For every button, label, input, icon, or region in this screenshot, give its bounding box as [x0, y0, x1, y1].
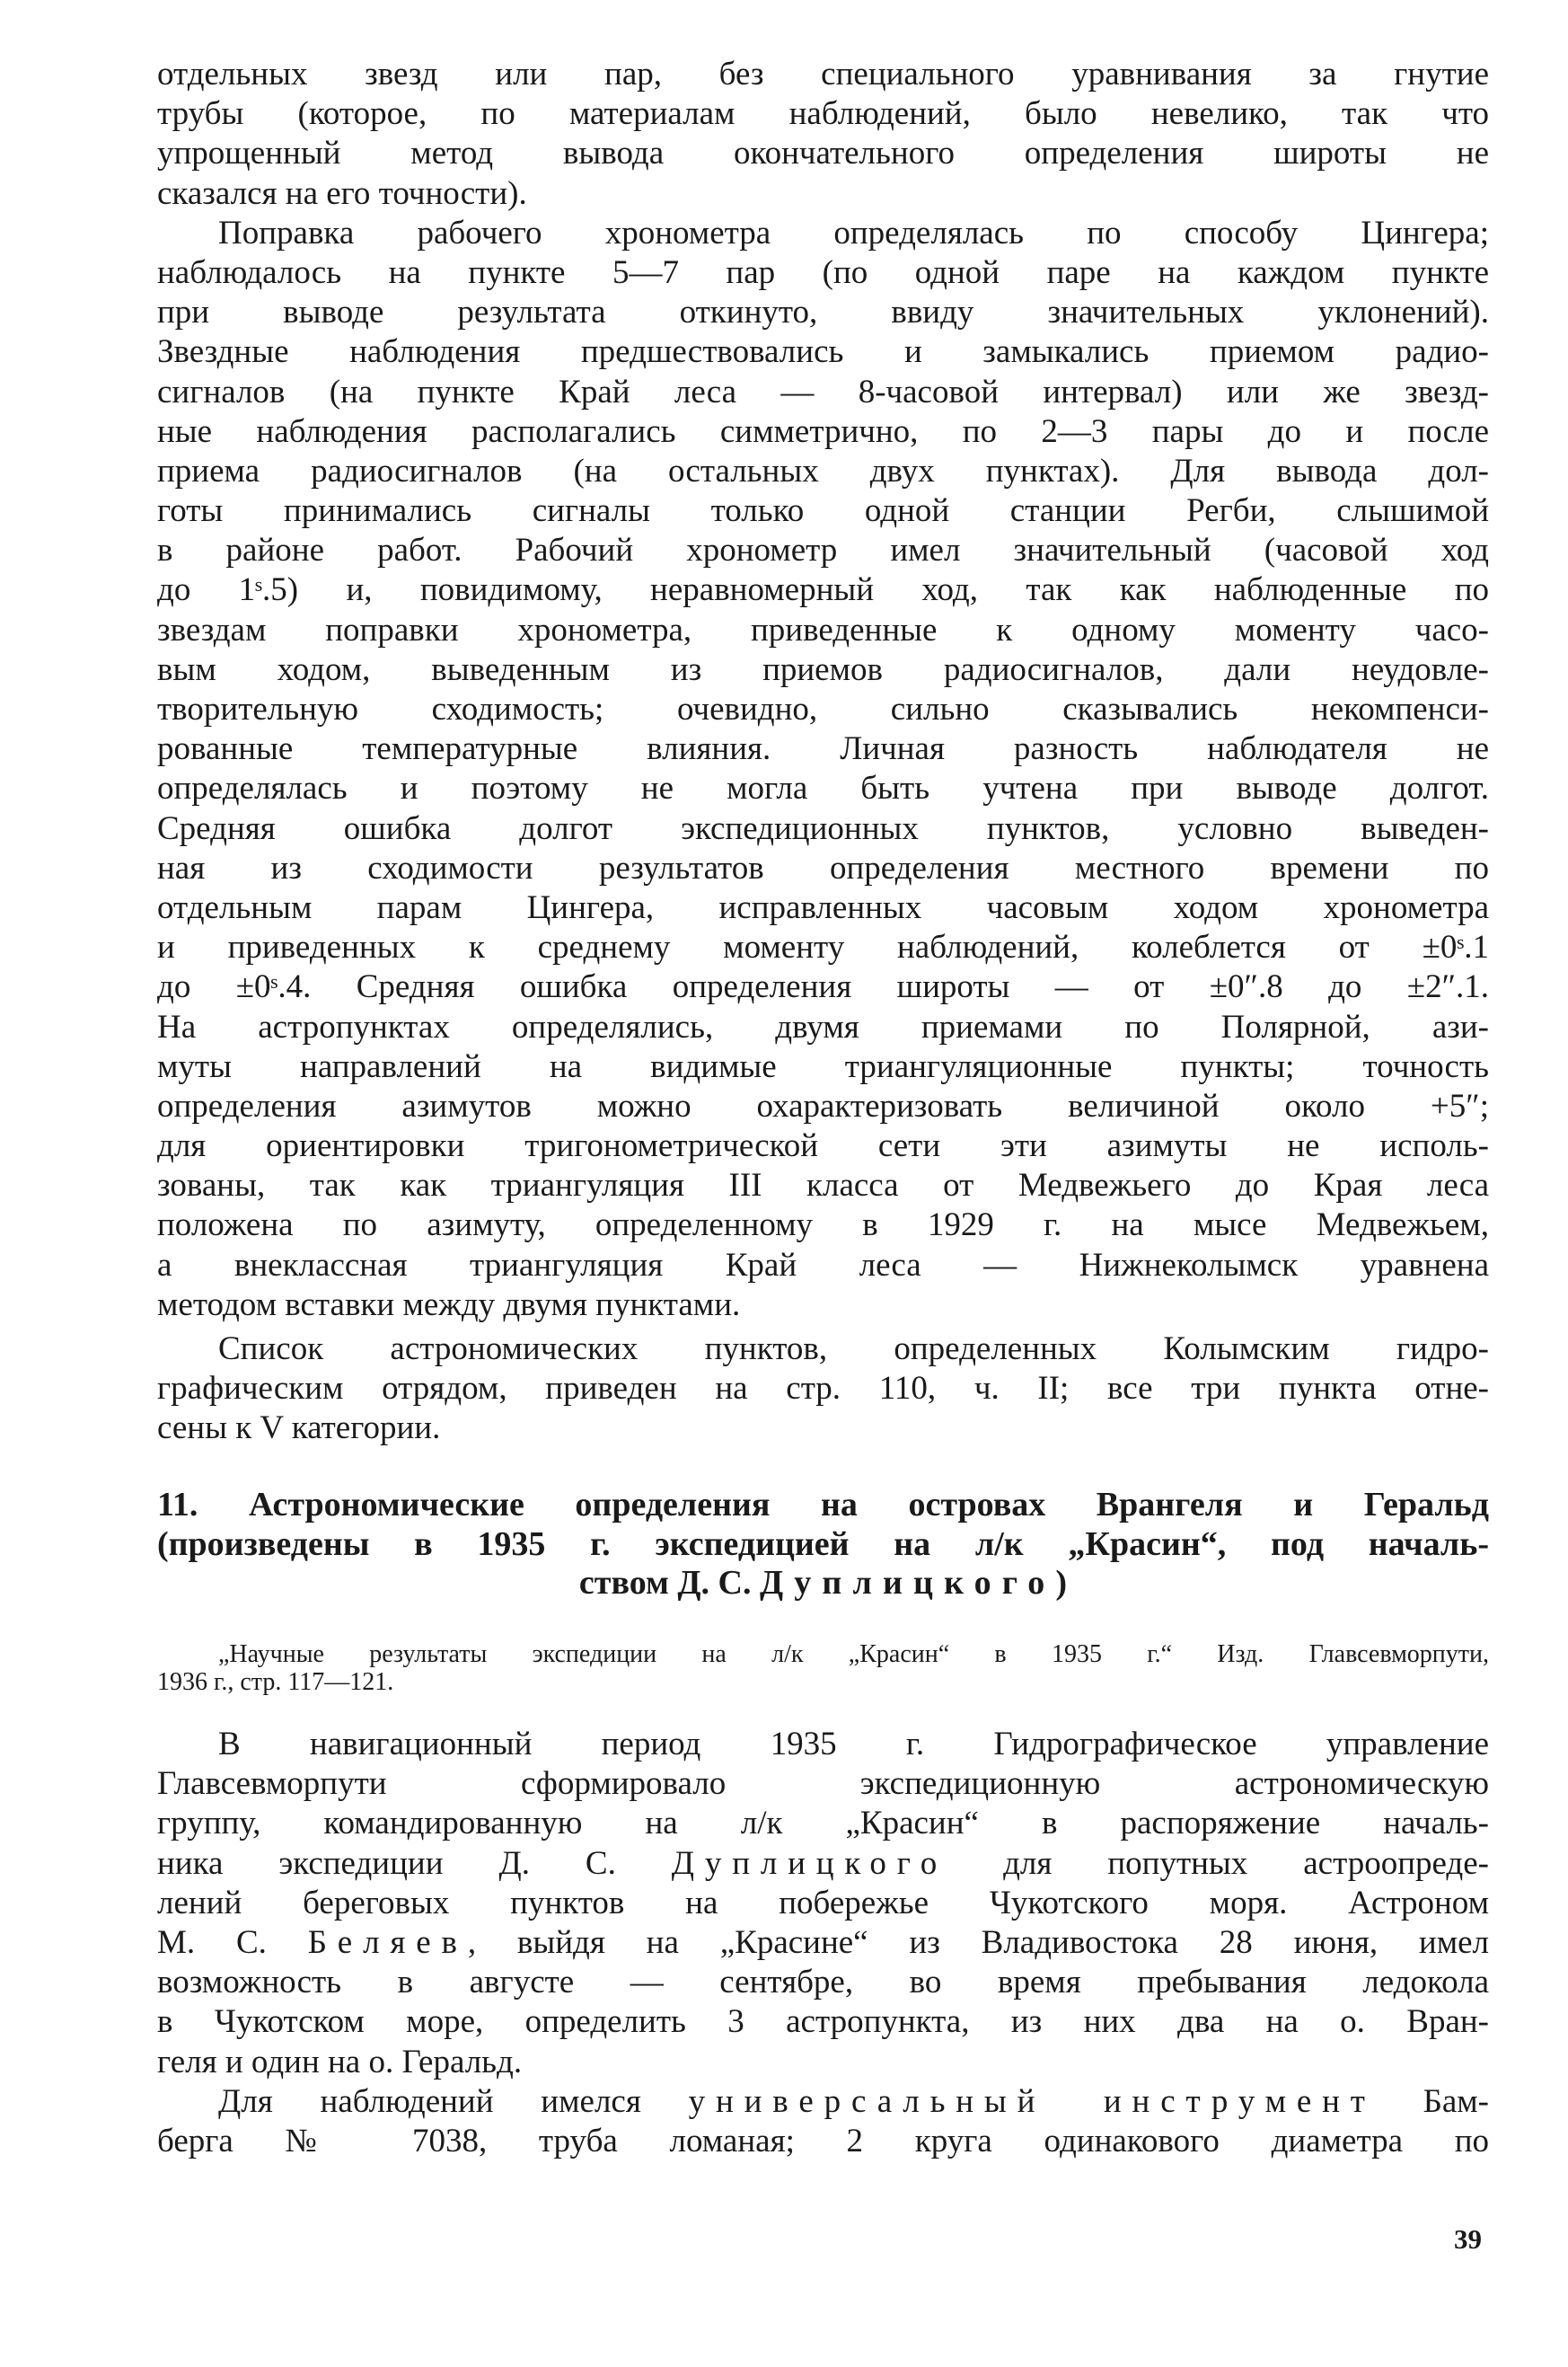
text-segment: ника экспедиции Д. С.: [157, 1844, 672, 1882]
text-line: [157, 690, 1489, 729]
text-line: [157, 1640, 1489, 1668]
text-segment: На астропунктах определялись, двумя приемами по Полярной, ази-: [157, 1008, 1489, 1046]
text-segment: для ориентировки тригонометрической сети эти азимуты не исполь-: [157, 1127, 1489, 1165]
text-line: [157, 1369, 1489, 1409]
text-segment: и приведенных к среднему моменту наблюдений, колеблется от ±0ˢ.1: [157, 929, 1489, 967]
text-line: [157, 1564, 1489, 1603]
text-line: [157, 1409, 1489, 1448]
text-segment: лений береговых пунктов на побережье Чукотского моря. Астроном: [157, 1884, 1489, 1921]
text-line: [157, 809, 1489, 849]
text-segment: ством Д. С.: [578, 1564, 760, 1602]
body-text-paragraph-4: [157, 1725, 1489, 2082]
text-segment: М. С.: [157, 1923, 308, 1961]
text-line: [157, 1725, 1489, 1764]
text-line: [157, 1486, 1489, 1525]
text-segment: отдельных звезд или пар, без специального уравнивания за гнутие: [157, 56, 1489, 93]
text-line: [157, 928, 1489, 967]
text-segment: Главсевморпути сформировало экспедиционную астрономическую: [157, 1765, 1489, 1803]
spaced-emphasis: Беляев: [307, 1923, 468, 1961]
text-segment: Поправка рабочего хронометра определялась по способу Цингера;: [218, 214, 1489, 252]
text-segment: Бам-: [1375, 2083, 1489, 2120]
text-line: [157, 531, 1489, 570]
text-segment: 1936 г., стр. 117—121.: [157, 1668, 394, 1696]
text-line: [157, 293, 1489, 332]
spaced-emphasis: универсальный инструмент: [688, 2083, 1376, 2120]
text-line: [157, 1844, 1489, 1884]
text-line: [157, 332, 1489, 372]
text-line: [157, 2082, 1489, 2122]
text-segment: определялась и поэтому не могла быть учтена при выводе долгот.: [157, 770, 1489, 808]
text-line: [157, 769, 1489, 808]
text-line: [157, 1923, 1489, 1963]
text-segment: до ±0ˢ.4. Средняя ошибка определения широты — от ±0″.8 до ±2″.1.: [157, 968, 1489, 1006]
text-line: [157, 1804, 1489, 1843]
text-line: [157, 1525, 1489, 1565]
text-segment: „Научные результаты экспедиции на л/к „Красин“ в 1935 г.“ Изд. Главсевморпути,: [218, 1640, 1489, 1668]
text-segment: приема радиосигналов (на остальных двух пунктах). Для вывода дол-: [157, 452, 1489, 490]
text-line: [157, 2122, 1489, 2161]
text-segment: зованы, так как триангуляция III класса от Медвежьего до Края леса: [157, 1167, 1489, 1205]
text-segment: Список астрономических пунктов, определенных Колымским гидро-: [218, 1330, 1489, 1367]
section-heading: [157, 1486, 1489, 1603]
text-segment: сказался на его точности).: [157, 174, 527, 212]
spaced-emphasis: Дуплицкого: [671, 1844, 948, 1882]
text-line: [157, 452, 1489, 491]
text-segment: трубы (которое, по материалам наблюдений, было невелико, так что: [157, 95, 1489, 133]
text-segment: муты направлений на видимые триангуляционные пункты; точность: [157, 1047, 1489, 1085]
text-line: [157, 55, 1489, 94]
text-segment: ные наблюдения располагались симметрично, по 2—3 пары до и после: [157, 412, 1489, 450]
text-segment: ): [1055, 1564, 1068, 1602]
text-segment: берга № 7038, труба ломаная; 2 круга одинакового диаметра по: [157, 2123, 1489, 2160]
text-line: [157, 1764, 1489, 1804]
text-segment: сены к V категории.: [157, 1409, 441, 1447]
text-line: [157, 1206, 1489, 1245]
text-line: [157, 1087, 1489, 1126]
text-line: [157, 2043, 1489, 2082]
page-number: 39: [1454, 2223, 1482, 2255]
text-segment: Звездные наблюдения предшествовались и замыкались приемом радио-: [157, 333, 1489, 371]
text-segment: при выводе результата откинуто, ввиду значительных уклонений).: [157, 294, 1489, 331]
text-line: [157, 1963, 1489, 2002]
text-line: [157, 1008, 1489, 1047]
text-segment: положена по азимуту, определенному в 1929 г. на мысе Медвежьем,: [157, 1206, 1489, 1244]
text-line: [157, 2002, 1489, 2042]
source-reference: [157, 1640, 1489, 1696]
text-segment: Для наблюдений имелся: [218, 2083, 689, 2120]
text-segment: 11. Астрономические определения на островах Врангеля и Геральд: [157, 1486, 1489, 1524]
text-segment: геля и один на о. Геральд.: [157, 2043, 523, 2080]
text-segment: отдельным парам Цингера, исправленных часовым ходом хронометра: [157, 888, 1489, 926]
text-line: [157, 1668, 1489, 1696]
text-segment: вым ходом, выведенным из приемов радиосигналов, дали неудовле-: [157, 650, 1489, 688]
spaced-emphasis: Дуплицкого: [759, 1564, 1056, 1602]
text-segment: графическим отрядом, приведен на стр. 110, ч. II; все три пункта отне-: [157, 1370, 1489, 1408]
text-segment: для попутных астроопреде-: [947, 1844, 1489, 1882]
text-segment: творительную сходимость; очевидно, сильно сказывались некомпенси-: [157, 691, 1489, 728]
text-line: [157, 491, 1489, 531]
text-segment: рованные температурные влияния. Личная разность наблюдателя не: [157, 730, 1489, 768]
text-line: [157, 1166, 1489, 1206]
text-line: [157, 1884, 1489, 1923]
text-line: [157, 214, 1489, 253]
text-segment: сигналов (на пункте Край леса — 8-часовой интервал) или же звезд-: [157, 373, 1489, 411]
text-line: [157, 570, 1489, 610]
text-line: [157, 174, 1489, 214]
text-line: [157, 888, 1489, 928]
text-line: [157, 849, 1489, 888]
text-line: [157, 412, 1489, 452]
body-text-paragraph-5: [157, 2082, 1489, 2161]
text-segment: группу, командированную на л/к „Красин“ в распоряжение началь-: [157, 1805, 1489, 1842]
text-line: [157, 650, 1489, 690]
text-segment: а внеклассная триангуляция Край леса — Нижнеколымск уравнена: [157, 1246, 1489, 1284]
text-segment: возможность в августе — сентябре, во время пребывания ледокола: [157, 1964, 1489, 2001]
text-line: [157, 94, 1489, 134]
text-line: [157, 967, 1489, 1007]
text-line: [157, 1285, 1489, 1325]
body-text-paragraph-3: [157, 1329, 1489, 1449]
text-segment: ная из сходимости результатов определения местного времени по: [157, 849, 1489, 887]
text-segment: в районе работ. Рабочий хронометр имел значительный (часовой ход: [157, 532, 1489, 570]
text-line: [157, 253, 1489, 293]
text-line: [157, 134, 1489, 173]
text-segment: в Чукотском море, определить 3 астропункта, из них два на о. Вран-: [157, 2003, 1489, 2041]
body-text-paragraphs-1-2: [157, 55, 1489, 1325]
text-line: [157, 1329, 1489, 1369]
text-segment: , выйдя на „Красине“ из Владивостока 28 июня, имел: [467, 1923, 1489, 1961]
text-segment: звездам поправки хронометра, приведенные к одному моменту часо-: [157, 611, 1489, 649]
text-segment: наблюдалось на пункте 5—7 пар (по одной паре на каждом пункте: [157, 253, 1489, 291]
text-segment: Средняя ошибка долгот экспедиционных пунктов, условно выведен-: [157, 809, 1489, 847]
text-line: [157, 1126, 1489, 1166]
text-line: [157, 1047, 1489, 1087]
text-segment: упрощенный метод вывода окончательного определения широты не: [157, 135, 1489, 172]
text-segment: методом вставки между двумя пунктами.: [157, 1285, 741, 1323]
text-line: [157, 611, 1489, 650]
text-line: [157, 1246, 1489, 1285]
text-segment: (произведены в 1935 г. экспедицией на л/к „Красин“, под началь-: [157, 1524, 1489, 1563]
text-segment: до 1ˢ.5) и, повидимому, неравномерный ход, так как наблюденные по: [157, 571, 1489, 609]
text-line: [157, 729, 1489, 769]
text-segment: готы принимались сигналы только одной станции Регби, слышимой: [157, 492, 1489, 530]
text-segment: определения азимутов можно охарактеризовать величиной около +5″;: [157, 1087, 1489, 1125]
text-line: [157, 373, 1489, 412]
text-segment: В навигационный период 1935 г. Гидрографическое управление: [218, 1726, 1489, 1762]
